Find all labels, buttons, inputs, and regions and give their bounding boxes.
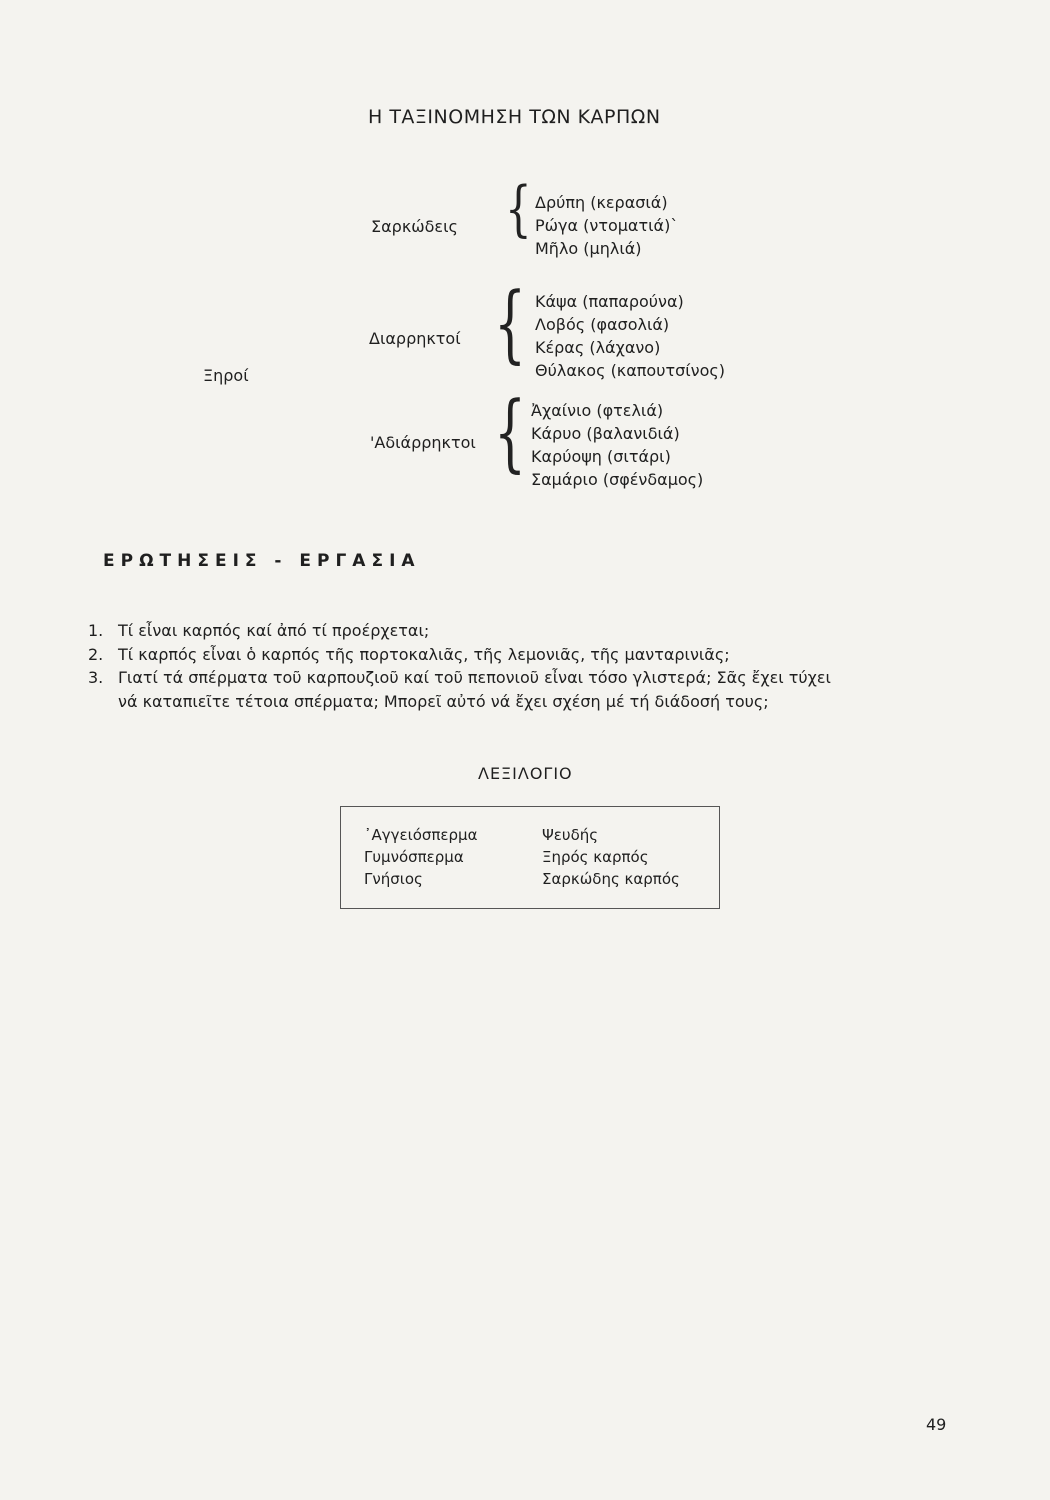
question-item — [88, 643, 968, 667]
lexicon-box — [340, 806, 720, 909]
question-item — [88, 619, 968, 643]
question-number: 2. — [88, 644, 104, 664]
lexicon-column-1 — [364, 824, 477, 890]
category-dry-label: Ξηροί — [203, 366, 249, 385]
lexicon-term: Ψευδής — [542, 826, 599, 844]
question-number: 1. — [88, 621, 104, 640]
category-indehiscent-label: 'Αδιάρρηκτοι — [370, 433, 476, 452]
page-number: 49 — [926, 1415, 947, 1434]
indehiscent-item: Καρύοψη (σιτάρι) — [531, 447, 671, 466]
question-text: Τί καρπός εἶναι ὁ καρπός τῆς πορτοκαλιᾶς, τῆς λεμονιᾶς, τῆς μανταρινιᾶς; — [118, 644, 730, 664]
lexicon-term: Γυμνόσπερμα — [364, 848, 464, 866]
fleshy-item: Μῆλο (μηλιά) — [535, 239, 642, 258]
fleshy-item: Ρώγα (ντοματιά)` — [535, 216, 679, 235]
fleshy-brace: { — [505, 174, 532, 244]
category-dehiscent-label: Διαρρηκτοί — [369, 329, 461, 348]
indehiscent-item: Κάρυο (βαλανιδιά) — [531, 424, 680, 443]
dehiscent-item: Λοβός (φασολιά) — [535, 315, 670, 334]
lexicon-term: Σαρκώδης καρπός — [542, 870, 680, 888]
question-item — [88, 666, 968, 690]
lexicon-column-2 — [542, 824, 680, 890]
dehiscent-list — [535, 290, 725, 382]
lexicon-term: Γνήσιος — [364, 870, 423, 888]
dehiscent-item: Κάψα (παπαρούνα) — [535, 292, 684, 311]
lexicon-term: ᾿Αγγειόσπερμα — [364, 826, 478, 844]
question-continuation: νά καταπιεῖτε τέτοια σπέρματα; Μπορεῖ αὐτό νά ἔχει σχέση μέ τή διάδοσή τους; — [118, 691, 769, 711]
fleshy-list — [535, 191, 678, 260]
question-text: Γιατί τά σπέρματα τοῦ καρπουζιοῦ καί τοῦ πεπονιοῦ εἶναι τόσο γλιστερά; Σᾶς ἔχει τύχει — [118, 668, 831, 687]
questions-list — [88, 619, 968, 713]
indehiscent-item: Σαμάριο (σφένδαμος) — [531, 470, 704, 489]
category-fleshy-label: Σαρκώδεις — [371, 217, 458, 236]
lexicon-title: ΛΕΞΙΛΟΓΙΟ — [478, 764, 573, 783]
questions-heading: ΕΡΩΤΗΣΕΙΣ - ΕΡΓΑΣΙΑ — [103, 551, 421, 571]
lexicon-term: Ξηρός καρπός — [542, 848, 649, 866]
page-title: Η ΤΑΞΙΝΟΜΗΣΗ ΤΩΝ ΚΑΡΠΩΝ — [368, 106, 661, 128]
dehiscent-brace: { — [494, 274, 527, 372]
dehiscent-item: Κέρας (λάχανο) — [535, 338, 661, 357]
question-text: Τί εἶναι καρπός καί ἀπό τί προέρχεται; — [118, 621, 430, 640]
question-number: 3. — [88, 668, 104, 687]
indehiscent-list — [531, 399, 703, 491]
fleshy-item: Δρύπη (κερασιά) — [535, 193, 668, 212]
indehiscent-item: Ἀχαίνιο (φτελιά) — [531, 401, 664, 420]
indehiscent-brace: { — [494, 383, 527, 481]
dehiscent-item: Θύλακος (καπουτσίνος) — [535, 361, 726, 380]
